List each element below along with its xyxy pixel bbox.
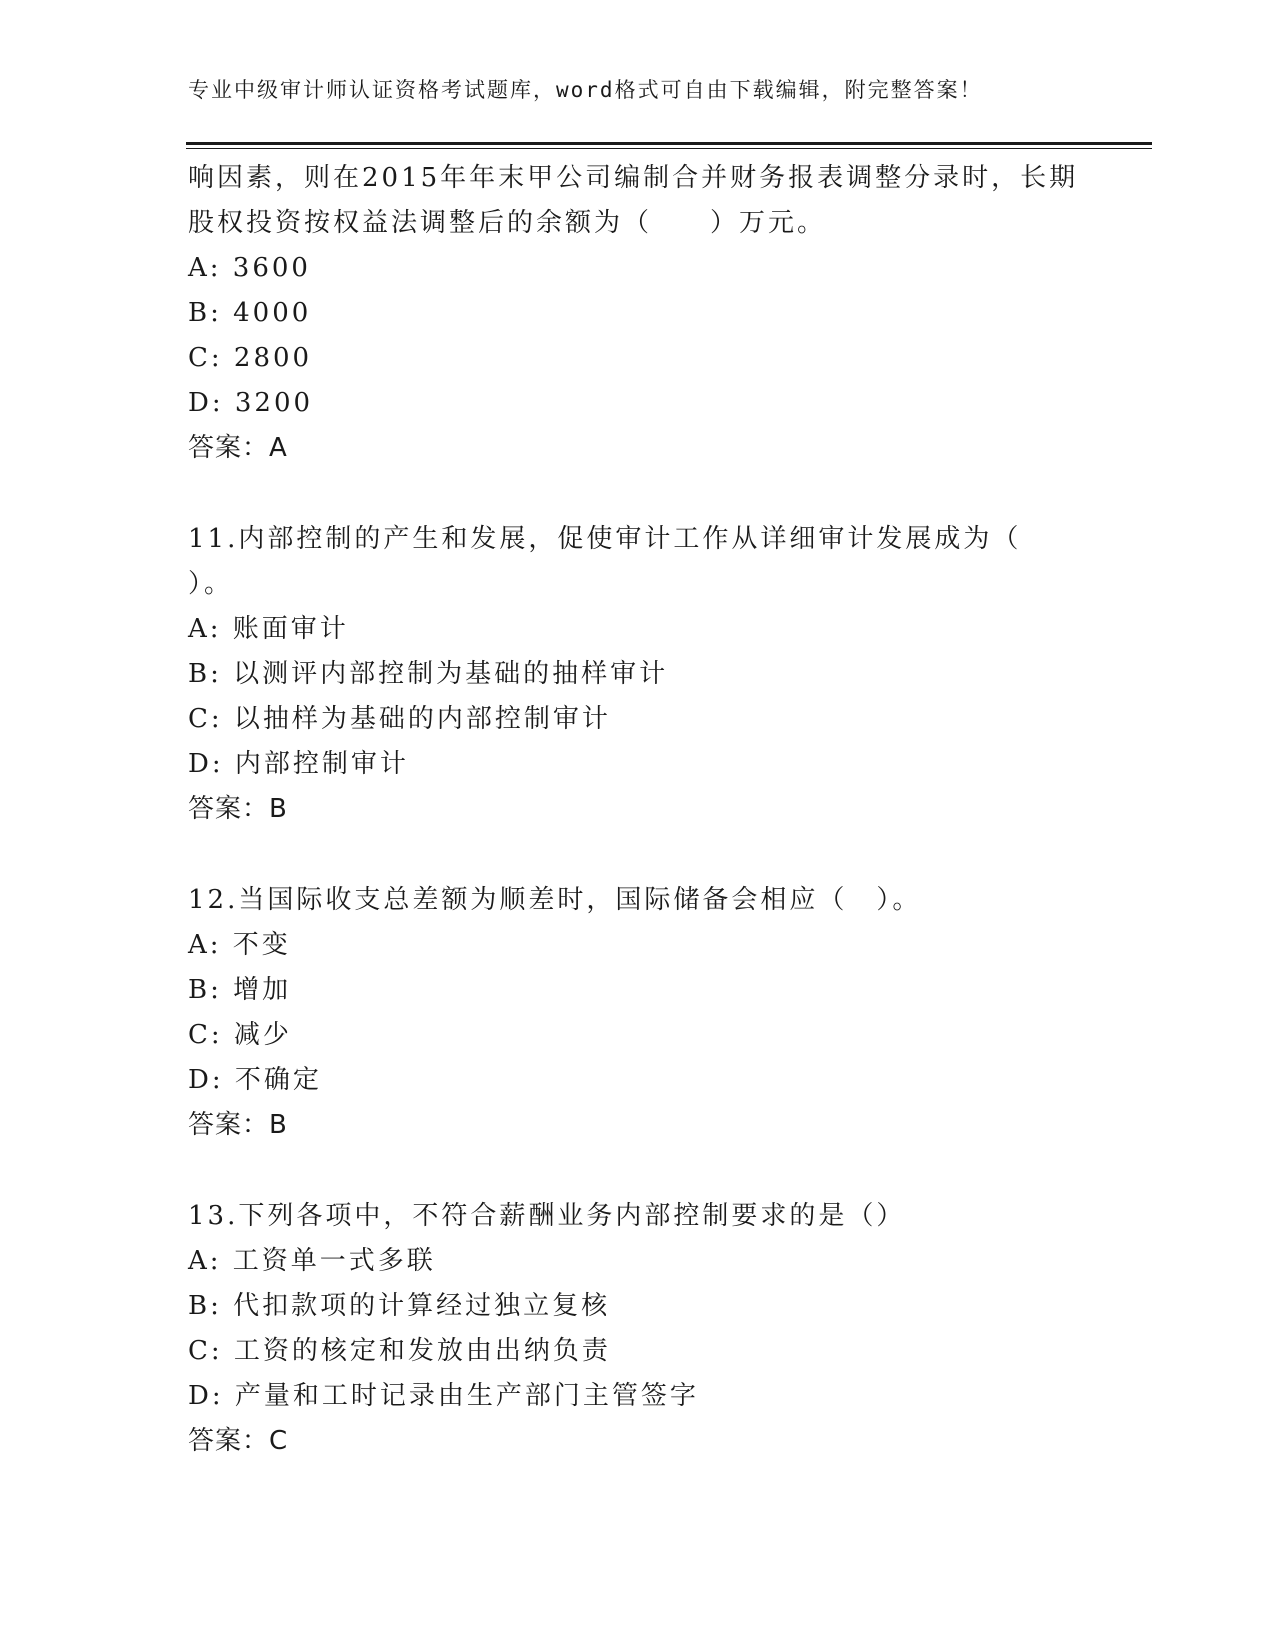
option-a: A: 账面审计	[188, 614, 349, 644]
question-stem-line: 响因素，则在2015年年末甲公司编制合并财务报表调整分录时，长期	[188, 163, 1079, 193]
answer: 答案：B	[188, 794, 288, 824]
question-10-continued	[188, 156, 1088, 471]
question-stem-line: 11.内部控制的产生和发展，促使审计工作从详细审计发展成为（	[188, 524, 1022, 554]
question-stem-line: 股权投资按权益法调整后的余额为（ ）万元。	[188, 208, 827, 238]
question-stem-line: 13.下列各项中，不符合薪酬业务内部控制要求的是（）	[188, 1201, 906, 1231]
answer: 答案：A	[188, 433, 288, 463]
option-b: B: 以测评内部控制为基础的抽样审计	[188, 659, 669, 689]
header-divider-thick	[186, 142, 1152, 145]
option-c: C: 减少	[188, 1020, 292, 1050]
option-c: C: 工资的核定和发放由出纳负责	[188, 1336, 611, 1366]
option-a: A: 3600	[188, 253, 311, 283]
option-a: A: 不变	[188, 930, 291, 960]
question-13	[188, 1194, 1088, 1464]
option-c: C: 以抽样为基础的内部控制审计	[188, 704, 611, 734]
header-divider-thin	[186, 148, 1152, 149]
question-12	[188, 878, 1088, 1148]
option-d: D: 3200	[188, 388, 314, 418]
answer: 答案：C	[188, 1426, 289, 1456]
option-d: D: 内部控制审计	[188, 749, 409, 779]
question-11	[188, 517, 1088, 832]
answer: 答案：B	[188, 1110, 288, 1140]
option-b: B: 代扣款项的计算经过独立复核	[188, 1291, 611, 1321]
option-c: C: 2800	[188, 343, 313, 373]
question-stem-line: 12.当国际收支总差额为顺差时，国际储备会相应（ ）。	[188, 885, 922, 915]
option-d: D: 产量和工时记录由生产部门主管签字	[188, 1381, 699, 1411]
option-a: A: 工资单一式多联	[188, 1246, 436, 1276]
page-header: 专业中级审计师认证资格考试题库，word格式可自由下载编辑，附完整答案！	[188, 78, 983, 102]
option-b: B: 增加	[188, 975, 292, 1005]
option-d: D: 不确定	[188, 1065, 322, 1095]
question-list	[188, 156, 1088, 1464]
question-stem-line: ）。	[188, 569, 234, 599]
option-b: B: 4000	[188, 298, 312, 328]
